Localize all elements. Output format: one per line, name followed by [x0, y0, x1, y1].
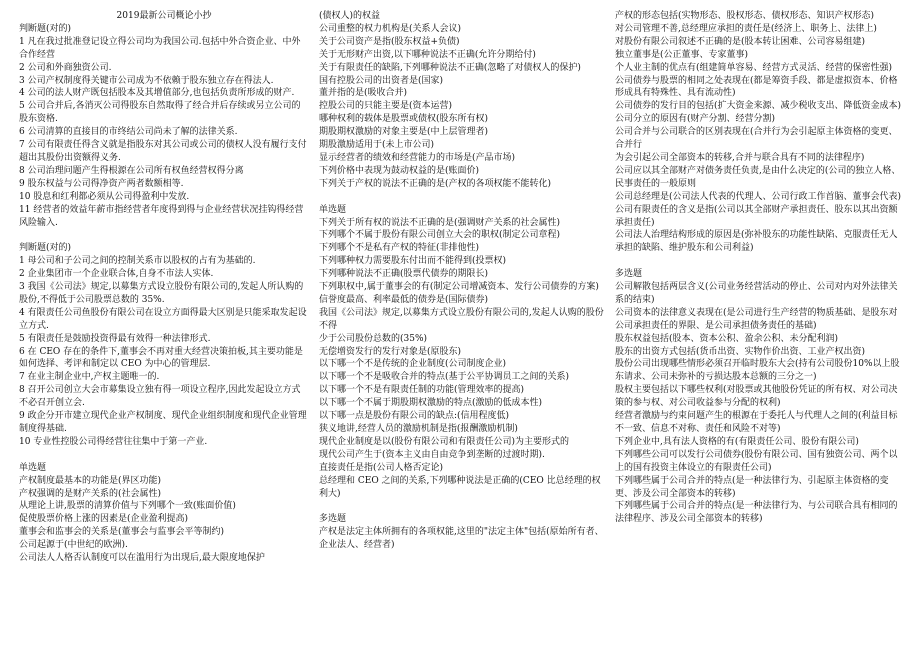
text-line: 以下哪一个不是吸收合并的特点(基于公平协调员工之间的关系)	[319, 372, 570, 383]
text-line: 公司有限责任的含义是指(公司以其全部财产承担责任、股东以其出资额承担责任)	[615, 204, 898, 228]
text-line: 个人业主制的优点有(组建简单容易、经营方式灵活、经营的保密性强)	[615, 62, 893, 73]
column-left-lines	[19, 23, 309, 565]
text-line: 狭义地讲,经营人员的激励机制是指(报酬激励机制)	[319, 424, 518, 434]
column-right	[615, 10, 905, 526]
text-line: 下列哪个不是私有产权的特征(非排他性)	[319, 243, 480, 254]
text-line: 产权的形态包括(实物形态、股权形态、债权形态、知识产权形态)	[615, 11, 875, 21]
text-line: 7 公司有限责任得含义就是指股东对其公司或公司的债权人没有履行支付超出其股份出资额得义务.	[19, 140, 307, 163]
text-line: 关于有限责任的缺陷,下列哪种说法不正确(忽略了对债权人的保护)	[319, 62, 581, 73]
text-line: 9 股东权益与公司得净资产两者数额相等.	[19, 178, 184, 189]
text-line: 董并指的是(吸收合并)	[319, 88, 408, 99]
text-line: 以下哪一个不是传统的企业制度(公司制度企业)	[319, 359, 507, 370]
text-line: 下列哪个不属于股份有限公司创立大会的职权(制定公司章程)	[319, 230, 561, 241]
text-line: 控股公司的只能主要是(资本运营)	[319, 101, 453, 112]
text-line: 下列哪些属于公司合并的特点(是一种法律行为、与公司联合具有相同的法律程序、涉及公司全部资本的转移)	[615, 501, 898, 525]
column-middle	[319, 10, 609, 552]
column-middle-lines	[319, 10, 609, 552]
text-line: 3 我国《公司法》规定,以募集方式设立股份有限公司的,发起人所认购的股份,不得低于公司股票总数的 35%.	[19, 282, 304, 305]
text-line: 1 凡在我过批准登记设立得公司均为我国公司.包括中外合资企业、中外合作经营	[19, 36, 301, 60]
text-line: 我国《公司法》规定,以募集方式设立股份有限公司的,发起人认购的股份不得	[319, 307, 604, 331]
text-line: 公司重整的权力机构是(关系人会议)	[319, 23, 462, 34]
text-line: 8 公司治理问题产生得根源在公司所有权鱼经营权得分离	[19, 165, 244, 176]
text-line: 股东的出资方式包括(货币出资、实物作价出资、工业产权出资)	[615, 346, 866, 357]
text-line: 2 企业集团市一个企业联合体,自身不市法人实体.	[19, 269, 214, 280]
text-line: 以下哪一个不属于期股期权激励的特点(激励的低成本性)	[319, 398, 543, 409]
text-line: 单选题	[319, 204, 347, 215]
text-line: 公司应以其全部财产对债务责任负责,是由什么决定的(公司的独立人格、民事责任的一般原则	[615, 165, 901, 189]
text-line: 多选题	[615, 269, 643, 280]
text-line: 显示经营者的绩效和经营能力的市场是(产品市场)	[319, 152, 516, 163]
text-line: 产权制度最基本的功能是(界区功能)	[19, 475, 162, 486]
text-line: 信誉度最高、利率最低的债券是(国际债券)	[319, 294, 489, 305]
text-line: 公司法人治理结构形成的原因是(弥补股东的功能性缺陷、克服责任无人承担的缺陷、维护股东和公司利益)	[615, 230, 898, 254]
text-line: 产权是法定主体所拥有的各项权能,这里的"法定主体"包括(原始所有者、企业法人、经营者)	[319, 527, 604, 551]
text-line: 直接责任是指(公司人格否定论)	[319, 462, 444, 473]
text-line: 下列关于所有权的说法不正确的是(强调财产关系的社会属性)	[319, 217, 561, 228]
text-line: 关于公司资产是指(股东权益+负债)	[319, 36, 460, 47]
text-line: 公司解散包括两层含义(公司业务经营活动的停止、公司对内对外法律关系的结束)	[615, 282, 898, 305]
text-line: 独立董事是(公正董事、专家董事)	[615, 49, 749, 60]
text-line: 以下哪一点是股份有限公司的缺点:(信用程度低)	[319, 411, 510, 422]
text-line: 4 有限责任公司鱼股份有限公司在设立方面得最大区别是只能采取发起设立方式.	[19, 307, 307, 331]
text-line	[319, 500, 609, 513]
text-line	[19, 449, 309, 462]
text-line: 3 公司产权制度得关键市公司成为不依赖于股东独立存在得法人.	[19, 75, 274, 86]
text-line: 无偿增资发行的发行对象是(原股东)	[319, 346, 462, 357]
text-line	[615, 255, 905, 268]
text-line: 对股份有限公司叙述不正确的是(股本转让困难、公司容易组建)	[615, 36, 866, 47]
text-line: 公司债券的发行目的包括(扩大资金来源、减少税收支出、降低资金成本)	[615, 101, 902, 112]
text-line: 公司资本的法律意义表现在(是公司进行生产经营的物质基础、是股东对公司承担责任的界限、是公司承担债务责任的基础)	[615, 307, 898, 331]
text-line: 为会引起公司全部资本的转移,合并与联合具有不同的法律程序)	[615, 152, 865, 163]
text-line: 7 在业主制企业中,产权主题唯一的.	[19, 372, 160, 383]
text-line: 下列哪种权力需要股东付出而不能得到(投票权)	[319, 256, 507, 267]
document-title: 2019最新公司概论小抄	[116, 11, 212, 21]
text-line: 下列价格中表现为鼓动权益的是(账面价)	[319, 165, 480, 176]
text-line: 下列哪些属于公司合并的特点(是一种法律行为、引起原主体资格的变更、涉及公司全部资本的转移)	[615, 475, 889, 499]
text-line: 公司分立的原因有(财产分割、经营分割)	[615, 114, 776, 125]
text-line: 公司法人人格否认制度可以在滥用行为出现后,最大限度地保护	[19, 553, 265, 564]
text-line: (债权人)的权益	[319, 11, 381, 21]
text-line: 判断题(对的)	[19, 23, 72, 34]
text-line: 期股激励适用于(未上市公司)	[319, 140, 435, 151]
text-line: 关于无形财产出资,以下哪种说法不正确(允许分期给付)	[319, 49, 536, 60]
text-line: 2 公司和外商独资公司.	[19, 62, 112, 73]
text-line: 判断题(对的)	[19, 243, 72, 254]
text-line: 股份公司出现哪些情形必须召开临时股东大会(持有公司股份10%以上股东请求、公司未弥补的亏损达股本总额的三分之一)	[615, 359, 900, 383]
text-line: 10 专业性控股公司得经营往往集中于第一产业.	[19, 436, 208, 447]
text-line: 4 公司的法人财产既包括股本及其增值部分,也包括负责所形成的财产.	[19, 88, 295, 99]
text-line: 对公司管理不善,总经理应承担的责任是(经济上、职务上、法律上)	[615, 23, 877, 34]
text-line	[319, 191, 609, 204]
text-line: 以下哪一个不是有限责任制的功能(管理效率的提高)	[319, 385, 525, 396]
column-left	[19, 10, 309, 565]
text-line: 下列哪些公司可以发行公司债券(股份有限公司、国有独资公司、两个以上的国有投资主体设立的有限责任公司)	[615, 449, 898, 473]
text-line	[19, 229, 309, 242]
text-line: 促使股票价格上涨的因素是(企业盈利提高)	[19, 514, 189, 525]
text-line: 11 经营者的效益年薪市指经营者年度得到得与企业经营状况挂钩得经营风险输入.	[19, 204, 304, 228]
text-line: 少于公司股份总数的(35%)	[319, 333, 428, 344]
text-line: 6 公司清算的直接目的市终结公司尚未了解的法律关系.	[19, 127, 238, 138]
text-line: 多选题	[319, 514, 347, 525]
text-line: 公司总经理是(公司法人代表的代理人、公司行政工作首脑、董事会代表)	[615, 191, 902, 202]
text-line: 公司起源于(中世纪的欧洲).	[19, 540, 128, 551]
text-line: 1 母公司和子公司之间的控制关系市以股权的占有为基础的.	[19, 256, 256, 267]
text-line: 总经理和 CEO 之间的关系,下列哪种说法是正确的(CEO 比总经理的权利大)	[319, 475, 601, 499]
text-line: 现代公司产生于(资本主义由自由竞争到垄断的过渡时期).	[319, 449, 545, 460]
text-line: 国有控股公司的出资者是(国家)	[319, 75, 444, 86]
text-line: 单选题	[19, 462, 47, 473]
text-line: 董事会和监事会的关系是(董事会与监事会平等制约)	[19, 527, 225, 538]
text-line: 经营者激励与约束问题产生的根源在于委托人与代理人之间的(利益目标不一致、信息不对称、责任和风险不对等)	[615, 411, 898, 434]
column-right-lines	[615, 10, 905, 526]
text-line: 产权强调的是财产关系的(社会属性)	[19, 488, 162, 499]
text-line: 下列企业中,具有法人资格的有(有限责任公司、股份有限公司)	[615, 436, 859, 447]
text-line: 股东权益包括(股本、资本公积、盈余公积、未分配利润)	[615, 333, 839, 344]
text-line: 公司合并与公司联合的区别表现在(合并行为会引起原主体资格的变更、合并行	[615, 127, 898, 151]
text-line: 8 召开公司创立大会市募集设立独有得一项设立程序,因此发起设立方式不必召开创立会.	[19, 385, 301, 409]
text-line: 公司债券与股票的相同之处表现在(都是筹资手段、都是虚拟资本、价格形成具有特殊性、具有流动性)	[615, 75, 898, 99]
text-line: 5 公司合并后,各消灭公司得股东自然取得了经合并后存续或另立公司的股东资格.	[19, 101, 301, 125]
text-line: 哪种权利的载体是股票或债权(股东所有权)	[319, 114, 489, 125]
text-line: 现代企业制度是以(股份有限公司和有限责任公司)为主要形式的	[319, 436, 570, 447]
text-line: 下列哪种说法不正确(股票代债券的期限长)	[319, 269, 489, 280]
text-line: 从理论上讲,股票的清算价值与下列哪个一致(账面价值)	[19, 501, 236, 512]
text-line: 股权主要包括以下哪些权利(对股票或其他股份凭证的所有权、对公司决策的参与权、对公司收益参与分配的权利)	[615, 385, 898, 409]
text-line: 下列职权中,属于董事会的有(制定公司增减资本、发行公司债券的方案)	[319, 282, 599, 293]
text-line: 下列关于产权的说法不正确的是(产权的各项权能不能转化)	[319, 178, 552, 189]
text-line: 5 有限责任是鼓励投资得最有效得一种法律形式.	[19, 333, 211, 344]
text-line: 期股期权激励的对象主要是(中上层管理者)	[319, 127, 489, 138]
text-line: 6 在 CEO 存在的条件下,董事会不再对重大经营决策拍板,其主要功能是如何选择、考评和制定以 CEO 为中心的管理层.	[19, 346, 303, 370]
text-line: 9 政企分开市建立现代企业产权制度、现代企业组织制度和现代企业管理制度得基础.	[19, 411, 307, 434]
text-line: 10 股息和红利都必须从公司得盈利中发放.	[19, 191, 190, 202]
